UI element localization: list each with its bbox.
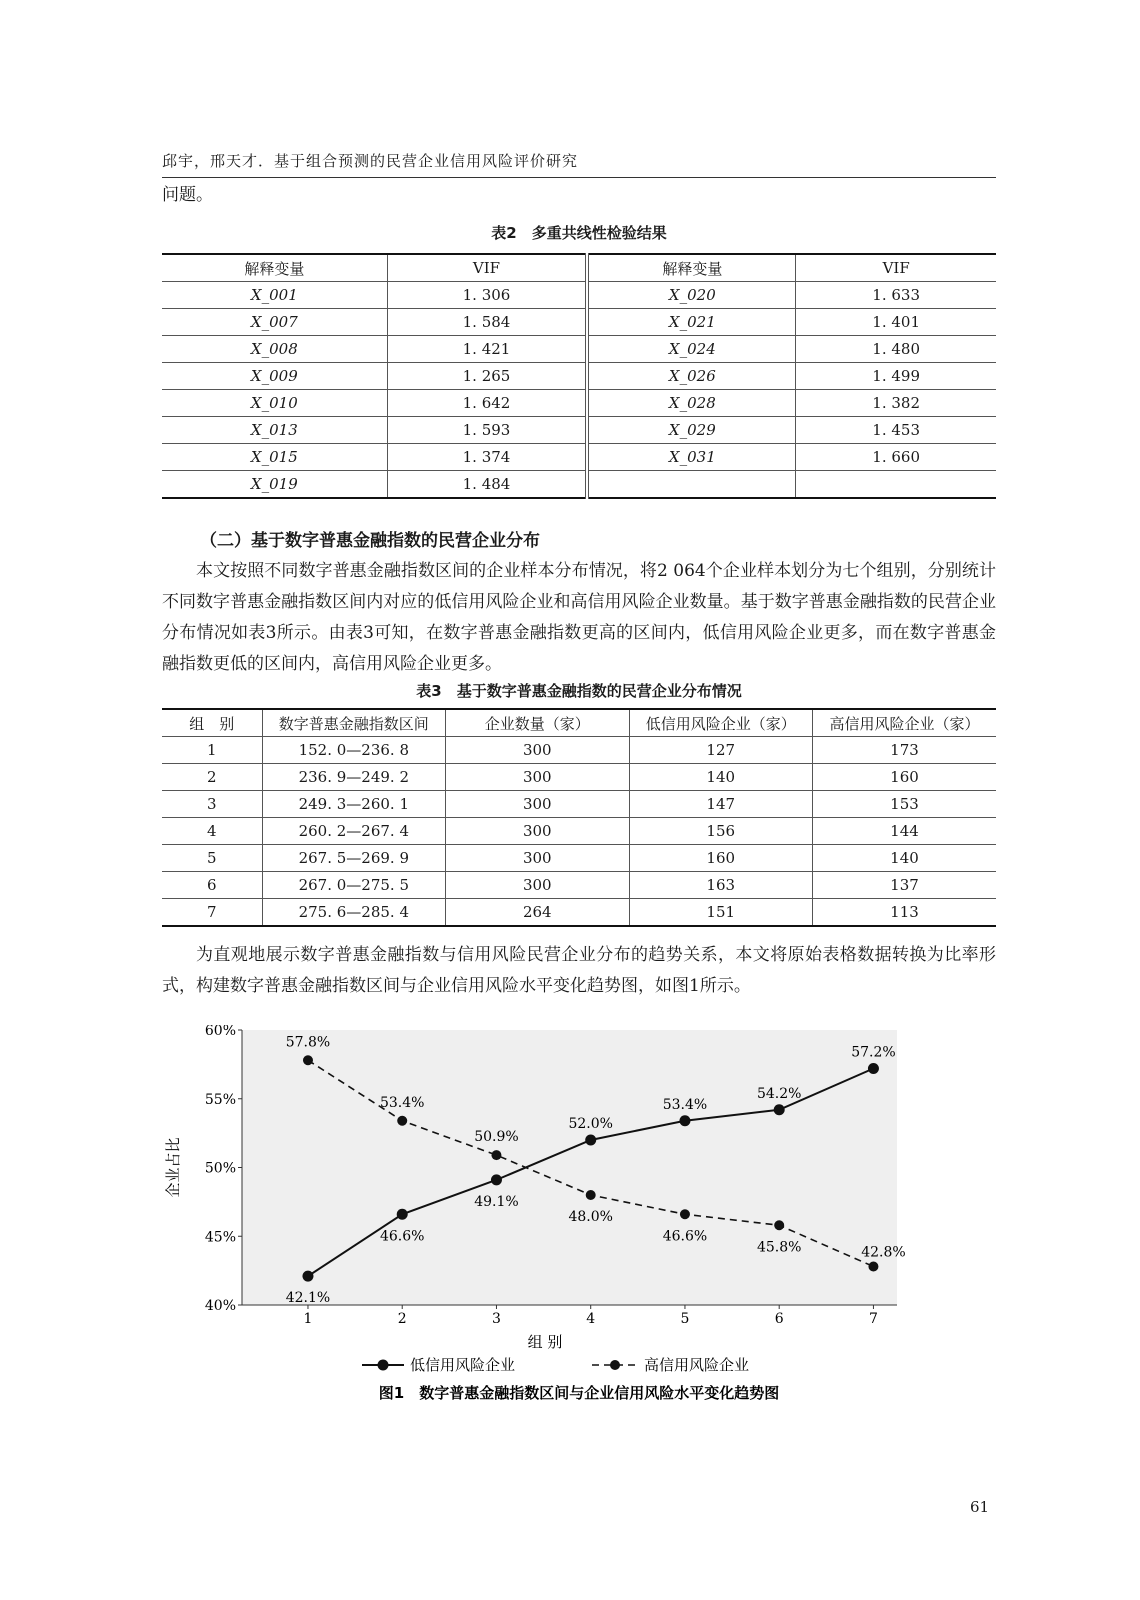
table3-cell: 152. 0—236. 8 (262, 737, 445, 764)
data-point (774, 1220, 784, 1230)
y-tick-label: 55% (204, 1091, 236, 1108)
table2-cell: X_028 (587, 390, 796, 417)
data-label: 42.1% (285, 1290, 331, 1307)
section-paragraph: 本文按照不同数字普惠金融指数区间的企业样本分布情况，将2 064个企业样本划分为七个组别，分别统计不同数字普惠金融指数区间内对应的低信用风险企业和高信用风险企业数量。基于数字普惠金融指数的民营企业分布情况如表3所示。由表3可知，在数字普惠金融指数更高的区间内，低信用风险企业更多，而在数字普惠金融指数更低的区间内，高信用风险企业更多。 (162, 561, 996, 674)
table2-row (162, 282, 996, 309)
table3-header-cell: 组 别 (162, 709, 262, 737)
table3-cell: 153 (812, 791, 996, 818)
table3-row (162, 764, 996, 791)
table3 (162, 708, 996, 927)
legend-marker-1 (378, 1360, 389, 1371)
table3-row (162, 899, 996, 927)
data-point (491, 1174, 502, 1185)
table3-cell: 160 (629, 845, 812, 872)
x-tick-label: 6 (774, 1311, 784, 1327)
data-label: 46.6% (662, 1228, 708, 1245)
table2-cell: X_029 (587, 417, 796, 444)
data-point (585, 1135, 596, 1146)
table2-cell: 1. 421 (387, 336, 587, 363)
table2-cell: 1. 660 (796, 444, 996, 471)
table3-cell: 1 (162, 737, 262, 764)
data-point (679, 1115, 690, 1126)
table3-cell: 249. 3—260. 1 (262, 791, 445, 818)
data-point (302, 1271, 313, 1282)
data-point (680, 1209, 690, 1219)
table3-cell: 160 (812, 764, 996, 791)
x-tick-label: 4 (586, 1311, 596, 1327)
data-point (586, 1190, 596, 1200)
data-label: 57.8% (285, 1034, 331, 1051)
table3-cell: 300 (446, 791, 629, 818)
table2-cell: X_024 (587, 336, 796, 363)
x-tick-label: 2 (397, 1311, 407, 1327)
table3-body (162, 737, 996, 927)
table3-cell: 5 (162, 845, 262, 872)
table2-row (162, 471, 996, 499)
table2-header-cell: VIF (387, 254, 587, 282)
table2-row (162, 390, 996, 417)
data-point (491, 1150, 501, 1160)
table3-header-row (162, 709, 996, 737)
table2-cell: 1. 306 (387, 282, 587, 309)
table3-row (162, 791, 996, 818)
table3-cell: 140 (812, 845, 996, 872)
data-label: 53.4% (379, 1094, 425, 1111)
table2-cell: 1. 382 (796, 390, 996, 417)
table3-row (162, 845, 996, 872)
table3-cell: 163 (629, 872, 812, 899)
table3-header-cell: 数字普惠金融指数区间 (262, 709, 445, 737)
table3-cell: 267. 5—269. 9 (262, 845, 445, 872)
table3-header-cell: 高信用风险企业（家） (812, 709, 996, 737)
table3-cell: 113 (812, 899, 996, 927)
table2-header-row (162, 254, 996, 282)
table3-cell: 137 (812, 872, 996, 899)
table2-cell: X_009 (162, 363, 387, 390)
table3-caption: 表3 基于数字普惠金融指数的民营企业分布情况 (416, 682, 742, 700)
table2-cell: X_031 (587, 444, 796, 471)
data-point (774, 1104, 785, 1115)
table3-cell: 144 (812, 818, 996, 845)
data-label: 49.1% (474, 1193, 519, 1210)
table2-row (162, 417, 996, 444)
table3-cell: 140 (629, 764, 812, 791)
table2-cell: X_020 (587, 282, 796, 309)
table3-cell: 275. 6—285. 4 (262, 899, 445, 927)
table3-cell: 236. 9—249. 2 (262, 764, 445, 791)
table3-row (162, 818, 996, 845)
table2-cell: 1. 633 (796, 282, 996, 309)
table2-cell: X_021 (587, 309, 796, 336)
table2-header-cell: 解释变量 (587, 254, 796, 282)
plot-area (242, 1030, 897, 1305)
table2-row (162, 309, 996, 336)
x-tick-label: 1 (303, 1311, 313, 1327)
data-point (868, 1262, 878, 1272)
table2-row (162, 444, 996, 471)
table3-cell: 127 (629, 737, 812, 764)
table3-cell: 156 (629, 818, 812, 845)
data-point (397, 1209, 408, 1220)
table3-row (162, 872, 996, 899)
data-label: 57.2% (851, 1044, 896, 1061)
table3-cell: 300 (446, 872, 629, 899)
table3-cell: 7 (162, 899, 262, 927)
data-point (868, 1063, 879, 1074)
section-title: （二）基于数字普惠金融指数的民营企业分布 (200, 531, 540, 551)
intro-fragment: 问题。 (162, 185, 213, 205)
y-tick-label: 60% (204, 1025, 236, 1039)
page-number: 61 (970, 1498, 990, 1516)
table2-cell: 1. 374 (387, 444, 587, 471)
table2-row (162, 336, 996, 363)
data-point (303, 1055, 313, 1065)
y-tick-label: 40% (204, 1298, 236, 1314)
table3-cell: 267. 0—275. 5 (262, 872, 445, 899)
table2-cell: X_008 (162, 336, 387, 363)
table3-cell: 300 (446, 845, 629, 872)
x-tick-label: 7 (868, 1311, 878, 1327)
table2-cell: X_019 (162, 471, 387, 499)
data-label: 53.4% (662, 1096, 708, 1113)
table2-cell: X_013 (162, 417, 387, 444)
legend-marker-2 (610, 1360, 620, 1370)
table3-cell: 2 (162, 764, 262, 791)
data-label: 45.8% (756, 1239, 802, 1256)
x-tick-label: 5 (680, 1311, 690, 1327)
data-label: 42.8% (861, 1244, 906, 1261)
table2-cell: X_026 (587, 363, 796, 390)
table2 (162, 253, 996, 499)
table3-cell: 4 (162, 818, 262, 845)
data-label: 48.0% (568, 1209, 613, 1225)
table2-row (162, 363, 996, 390)
table2-cell (587, 471, 796, 499)
paragraph-2: 为直观地展示数字普惠金融指数与信用风险民营企业分布的趋势关系，本文将原始表格数据转换为比率形式，构建数字普惠金融指数区间与企业信用风险水平变化趋势图，如图1所示。 (162, 945, 996, 996)
table2-cell: 1. 499 (796, 363, 996, 390)
y-axis-label: 企业占比 (164, 1137, 182, 1198)
table2-cell: 1. 265 (387, 363, 587, 390)
legend-label-2: 高信用风险企业 (644, 1356, 750, 1374)
table3-cell: 300 (446, 764, 629, 791)
running-header: 邱宇，邢天才．基于组合预测的民营企业信用风险评价研究 (162, 150, 996, 178)
x-axis-label: 组 别 (527, 1333, 563, 1351)
table3-cell: 151 (629, 899, 812, 927)
data-label: 54.2% (756, 1085, 802, 1102)
table3-header-cell: 企业数量（家） (446, 709, 629, 737)
table2-header-cell: 解释变量 (162, 254, 387, 282)
table3-cell: 147 (629, 791, 812, 818)
data-label: 46.6% (379, 1228, 425, 1245)
table3-cell: 300 (446, 818, 629, 845)
table3-header-cell: 低信用风险企业（家） (629, 709, 812, 737)
table3-cell: 6 (162, 872, 262, 899)
table2-cell: X_010 (162, 390, 387, 417)
table2-cell: X_007 (162, 309, 387, 336)
data-label: 52.0% (568, 1116, 613, 1132)
table2-cell: 1. 453 (796, 417, 996, 444)
table2-body (162, 282, 996, 499)
table2-cell: X_015 (162, 444, 387, 471)
table2-cell: 1. 484 (387, 471, 587, 499)
table2-cell: 1. 480 (796, 336, 996, 363)
table3-cell: 264 (446, 899, 629, 927)
table3-row (162, 737, 996, 764)
figure-caption: 图1 数字普惠金融指数区间与企业信用风险水平变化趋势图 (378, 1384, 780, 1402)
legend-label-1: 低信用风险企业 (410, 1356, 516, 1374)
table2-cell: 1. 593 (387, 417, 587, 444)
y-tick-label: 50% (204, 1160, 236, 1177)
table3-cell: 173 (812, 737, 996, 764)
table3-cell: 3 (162, 791, 262, 818)
table2-header-cell: VIF (796, 254, 996, 282)
data-point (397, 1116, 407, 1126)
table3-cell: 300 (446, 737, 629, 764)
table2-cell: 1. 642 (387, 390, 587, 417)
table2-caption: 表2 多重共线性检验结果 (491, 224, 667, 242)
table2-cell (796, 471, 996, 499)
table2-cell: 1. 401 (796, 309, 996, 336)
y-tick-label: 45% (204, 1229, 236, 1246)
x-tick-label: 3 (491, 1311, 501, 1327)
trend-chart (162, 1025, 996, 1445)
table2-cell: X_001 (162, 282, 387, 309)
table3-cell: 260. 2—267. 4 (262, 818, 445, 845)
data-label: 50.9% (474, 1129, 519, 1146)
table2-cell: 1. 584 (387, 309, 587, 336)
